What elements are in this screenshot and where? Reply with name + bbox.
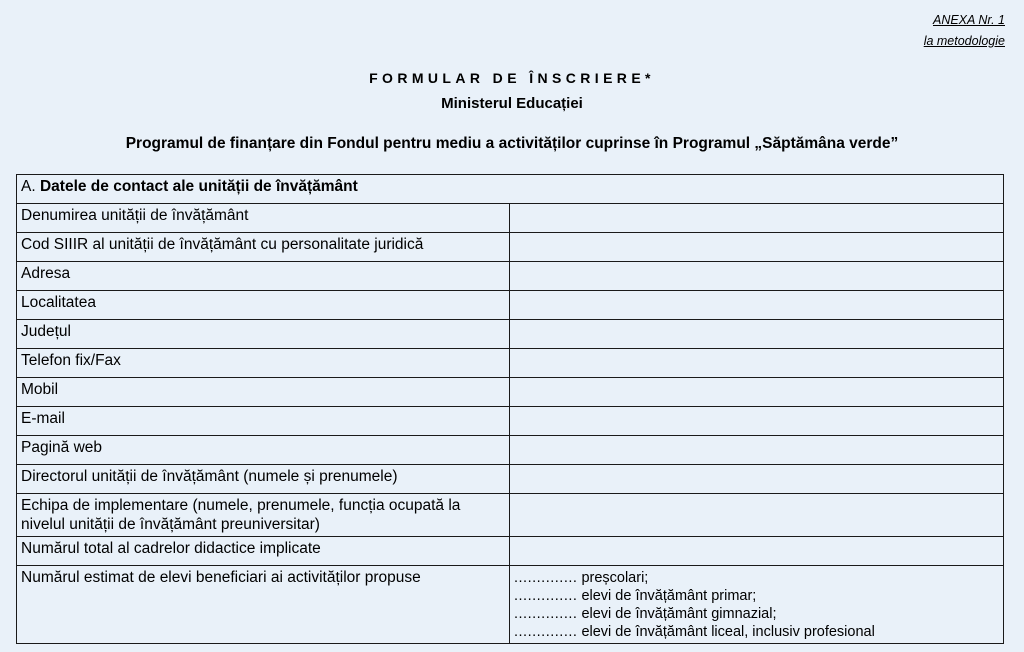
annex-reference (924, 10, 1005, 52)
row-value-field[interactable] (510, 378, 1004, 407)
row-label: Pagină web (17, 436, 510, 465)
contact-form-table (16, 174, 1004, 644)
estimate-lines (514, 569, 998, 641)
row-value-field[interactable] (510, 494, 1004, 537)
row-label: Telefon fix/Fax (17, 349, 510, 378)
estimate-category: elevi de învățământ gimnazial; (581, 606, 777, 622)
row-label: Directorul unității de învățământ (numele și prenumele) (17, 465, 510, 494)
form-row (17, 233, 1004, 262)
row-value-field[interactable] (510, 465, 1004, 494)
form-row (17, 291, 1004, 320)
estimate-line (514, 623, 998, 641)
row-label: Numărul total al cadrelor didactice implicate (17, 537, 510, 566)
estimate-line (514, 569, 998, 587)
row-value-field[interactable] (510, 320, 1004, 349)
row-label: Numărul estimat de elevi beneficiari ai activităților propuse (17, 566, 510, 644)
row-value-field[interactable] (510, 349, 1004, 378)
row-value-field[interactable] (510, 407, 1004, 436)
form-rows (17, 204, 1004, 566)
form-row (17, 537, 1004, 566)
annex-methodology: la metodologie (923, 34, 1005, 48)
form-row (17, 436, 1004, 465)
row-label: Adresa (17, 262, 510, 291)
form-title: FORMULAR DE ÎNSCRIERE* (369, 70, 655, 86)
row-label: Cod SIIIR al unității de învățământ cu personalitate juridică (17, 233, 510, 262)
student-estimate-row (17, 566, 1004, 644)
section-letter: A. (21, 178, 36, 195)
row-label: Localitatea (17, 291, 510, 320)
section-title: Datele de contact ale unității de învățământ (39, 178, 358, 195)
program-title: Programul de finanțare din Fondul pentru mediu a activităților cuprinse în Programul „Săptămâna verde” (125, 135, 899, 152)
estimate-category: elevi de învățământ liceal, inclusiv profesional (581, 624, 875, 640)
estimate-placeholder: .............. (514, 588, 578, 604)
row-value-field[interactable] (510, 537, 1004, 566)
estimate-placeholder: .............. (514, 570, 578, 586)
section-a-header (17, 175, 1004, 204)
row-value-field[interactable] (510, 436, 1004, 465)
form-row (17, 349, 1004, 378)
form-row (17, 407, 1004, 436)
ministry-name: Ministerul Educației (441, 95, 583, 112)
row-label: E-mail (17, 407, 510, 436)
estimate-category: elevi de învățământ primar; (581, 588, 757, 604)
estimate-line (514, 605, 998, 623)
form-row (17, 204, 1004, 233)
row-value-field[interactable] (510, 262, 1004, 291)
student-estimate-field[interactable] (510, 566, 1004, 644)
row-label: Județul (17, 320, 510, 349)
form-row (17, 320, 1004, 349)
annex-number: ANEXA Nr. 1 (932, 13, 1005, 27)
section-a-title-cell (17, 175, 1004, 204)
row-value-field[interactable] (510, 233, 1004, 262)
row-label: Echipa de implementare (numele, prenumele, funcția ocupată la nivelul unității de învățământ preuniversitar) (17, 494, 510, 537)
form-row (17, 378, 1004, 407)
form-row (17, 465, 1004, 494)
row-label: Denumirea unității de învățământ (17, 204, 510, 233)
estimate-placeholder: .............. (514, 624, 578, 640)
row-value-field[interactable] (510, 291, 1004, 320)
form-row (17, 494, 1004, 537)
row-label: Mobil (17, 378, 510, 407)
row-value-field[interactable] (510, 204, 1004, 233)
estimate-category: preșcolari; (581, 570, 649, 586)
estimate-placeholder: .............. (514, 606, 578, 622)
form-row (17, 262, 1004, 291)
estimate-line (514, 587, 998, 605)
